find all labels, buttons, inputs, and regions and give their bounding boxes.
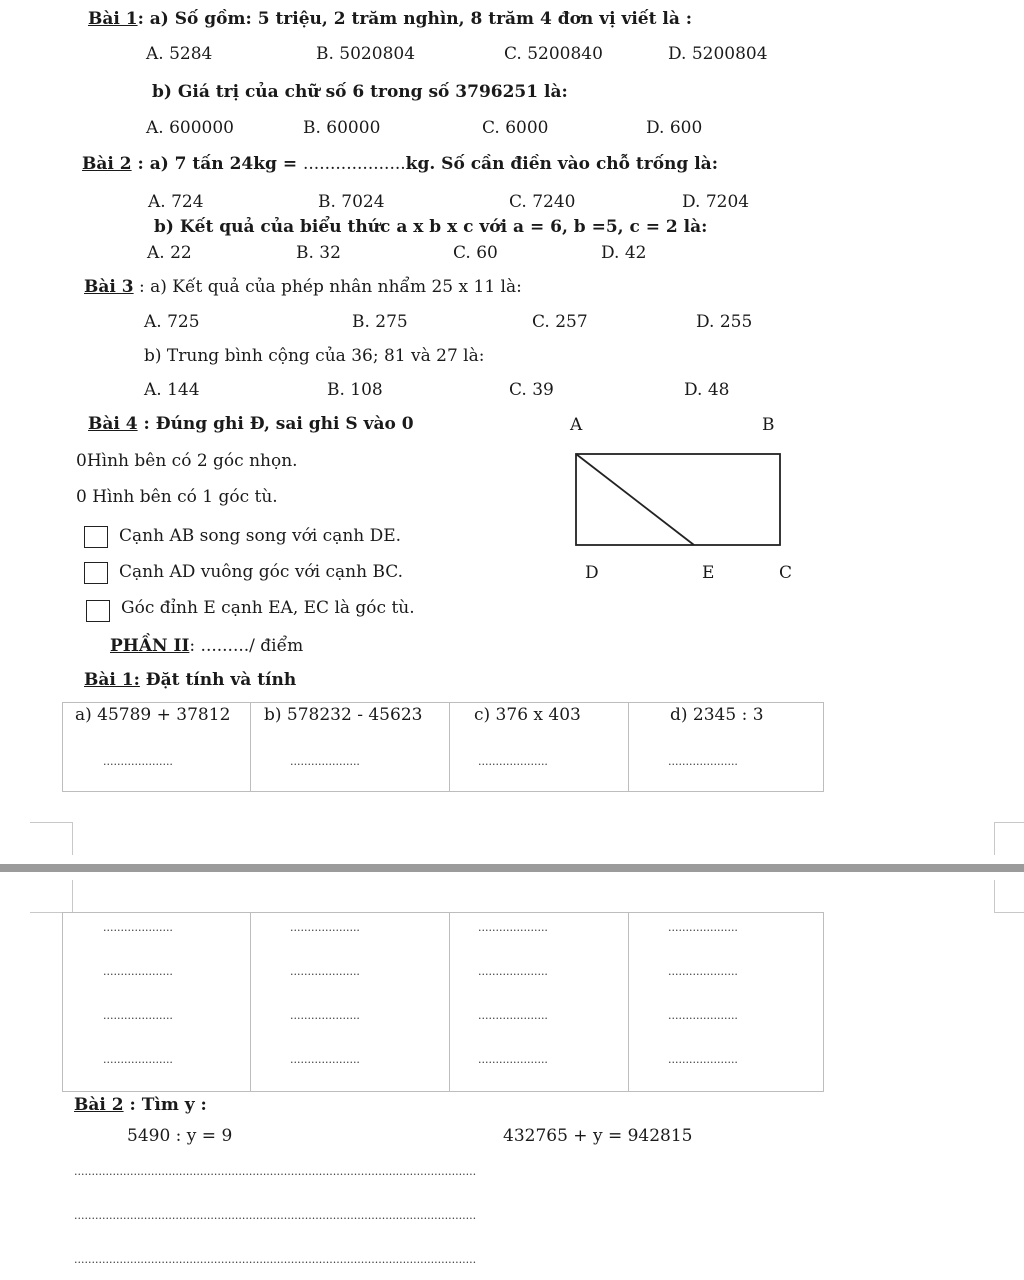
problem-d: d) 2345 : 3: [670, 705, 764, 725]
p2-bai2-title: Bài 2 : Tìm y :: [74, 1095, 207, 1115]
bai3-heading: Bài 3: [84, 277, 134, 297]
bai3-a-option-a: A. 725: [144, 312, 200, 332]
bai1-a-option-b: B. 5020804: [316, 44, 416, 64]
answer-dots: ....................: [290, 965, 360, 978]
bai4-statement-5: Góc đỉnh E cạnh EA, EC là góc tù.: [121, 598, 415, 618]
equation-2: 432765 + y = 942815: [503, 1126, 693, 1146]
segment-ae: [576, 454, 694, 545]
p2-bai1-heading: Bài 1:: [84, 670, 140, 690]
bai4-statement-2: 0 Hình bên có 1 góc tù.: [76, 487, 278, 507]
bai2-a-option-b: B. 7024: [318, 192, 385, 212]
bai4-heading: Bài 4: [88, 414, 138, 434]
figure-label-e: E: [702, 563, 715, 583]
figure-label-d: D: [585, 563, 599, 583]
answer-dots: ....................: [668, 1009, 738, 1022]
figure-label-b: B: [762, 415, 775, 435]
bai3-question-b: b) Trung bình cộng của 36; 81 và 27 là:: [144, 346, 485, 366]
bai1-b-option-d: D. 600: [646, 118, 703, 138]
bai3-a-option-d: D. 255: [696, 312, 753, 332]
figure-label-a: A: [570, 415, 583, 435]
page-corner-mark: [994, 822, 1024, 855]
bai2-blank: ...................: [302, 154, 406, 174]
bai3-question-a: Bài 3 : a) Kết quả của phép nhân nhẩm 25 x 11 là:: [84, 277, 522, 297]
page-corner-mark: [30, 880, 73, 913]
answer-dots: ....................: [668, 921, 738, 934]
p2-bai1-title: Bài 1: Đặt tính và tính: [84, 670, 297, 690]
problem-c: c) 376 x 403: [474, 705, 581, 725]
bai4-answer-box-5[interactable]: [86, 600, 110, 622]
bai4-answer-box-3[interactable]: [84, 526, 108, 548]
rectangle-figure: [570, 448, 786, 552]
answer-dots: ....................: [478, 1053, 548, 1066]
bai2-b-option-c: C. 60: [453, 243, 498, 263]
problem-b: b) 578232 - 45623: [264, 705, 423, 725]
bai1-b-option-b: B. 60000: [303, 118, 381, 138]
bai1-a-option-c: C. 5200840: [504, 44, 603, 64]
bai2-a-option-c: C. 7240: [509, 192, 576, 212]
phan2-header: [110, 635, 303, 657]
bai4-statement-4: Cạnh AD vuông góc với cạnh BC.: [119, 562, 404, 582]
bai1-a-option-d: D. 5200804: [668, 44, 768, 64]
answer-dots: ....................: [290, 921, 360, 934]
bai4-instruction: Bài 4 : Đúng ghi Đ, sai ghi S vào 0: [88, 414, 414, 434]
page-separator: [0, 864, 1024, 872]
bai3-a-option-c: C. 257: [532, 312, 588, 332]
bai1-question-b: b) Giá trị của chữ số 6 trong số 3796251 là:: [152, 82, 568, 102]
col-divider-1: [250, 702, 251, 792]
bai2-b-option-d: D. 42: [601, 243, 647, 263]
bai2-heading: Bài 2: [82, 154, 132, 174]
bai1-heading: Bài 1: [88, 9, 138, 29]
answer-dots: ....................: [478, 755, 548, 768]
answer-dots: ....................: [668, 755, 738, 768]
bai2-a-option-d: D. 7204: [682, 192, 750, 212]
rectangle-abcd: [576, 454, 780, 545]
answer-dots: ....................: [290, 755, 360, 768]
page-corner-mark: [30, 822, 73, 855]
bai1-a-option-a: A. 5284: [146, 44, 213, 64]
answer-dots: ....................: [103, 1009, 173, 1022]
answer-dots: ....................: [478, 965, 548, 978]
col-divider-2: [449, 702, 450, 792]
bai3-b-option-d: D. 48: [684, 380, 730, 400]
col-divider-2: [449, 912, 450, 1092]
phan2-score: : ........./ điểm: [189, 636, 304, 656]
answer-dots: ....................: [290, 1053, 360, 1066]
answer-dots: ....................: [668, 1053, 738, 1066]
figure-label-c: C: [779, 563, 793, 583]
bai2-b-option-b: B. 32: [296, 243, 341, 263]
bai2-a-option-a: A. 724: [148, 192, 204, 212]
bai3-b-option-c: C. 39: [509, 380, 554, 400]
answer-dots: ....................: [290, 1009, 360, 1022]
phan2-heading: PHẦN II: [110, 636, 190, 656]
bai1-b-option-c: C. 6000: [482, 118, 549, 138]
answer-dots: ....................: [478, 1009, 548, 1022]
p2-bai2-heading: Bài 2: [74, 1095, 124, 1115]
bai2-question-a: Bài 2 : a) 7 tấn 24kg = ...................kg. Số cần điền vào chỗ trống là:: [82, 154, 718, 174]
col-divider-3: [628, 702, 629, 792]
bai2-b-option-a: A. 22: [147, 243, 192, 263]
bai1-question-a: Bài 1: a) Số gồm: 5 triệu, 2 trăm nghìn, 8 trăm 4 đơn vị viết là :: [88, 9, 693, 29]
col-divider-1: [250, 912, 251, 1092]
bai4-answer-box-4[interactable]: [84, 562, 108, 584]
equation-1: 5490 : y = 9: [127, 1126, 233, 1146]
bai1-b-option-a: A. 600000: [146, 118, 234, 138]
answer-dots: ....................: [103, 1053, 173, 1066]
answer-dots: ....................: [103, 921, 173, 934]
answer-dots: ....................: [668, 965, 738, 978]
page-corner-mark: [994, 880, 1024, 913]
answer-dots: ....................: [103, 755, 173, 768]
bai2-question-b: b) Kết quả của biểu thức a x b x c với a = 6, b =5, c = 2 là:: [154, 217, 708, 237]
bai3-a-option-b: B. 275: [352, 312, 408, 332]
bai3-b-option-b: B. 108: [327, 380, 383, 400]
answer-dots: ....................: [478, 921, 548, 934]
answer-dots: ....................: [103, 965, 173, 978]
bai4-statement-3: Cạnh AB song song với cạnh DE.: [119, 526, 402, 546]
answer-line: ...................................................................................................................: [74, 1209, 477, 1222]
bai3-b-option-a: A. 144: [144, 380, 200, 400]
problem-a: a) 45789 + 37812: [75, 705, 231, 725]
answer-line: ...................................................................................................................: [74, 1165, 477, 1178]
col-divider-3: [628, 912, 629, 1092]
bai4-statement-1: 0Hình bên có 2 góc nhọn.: [76, 451, 298, 471]
answer-line: ...................................................................................................................: [74, 1253, 477, 1266]
